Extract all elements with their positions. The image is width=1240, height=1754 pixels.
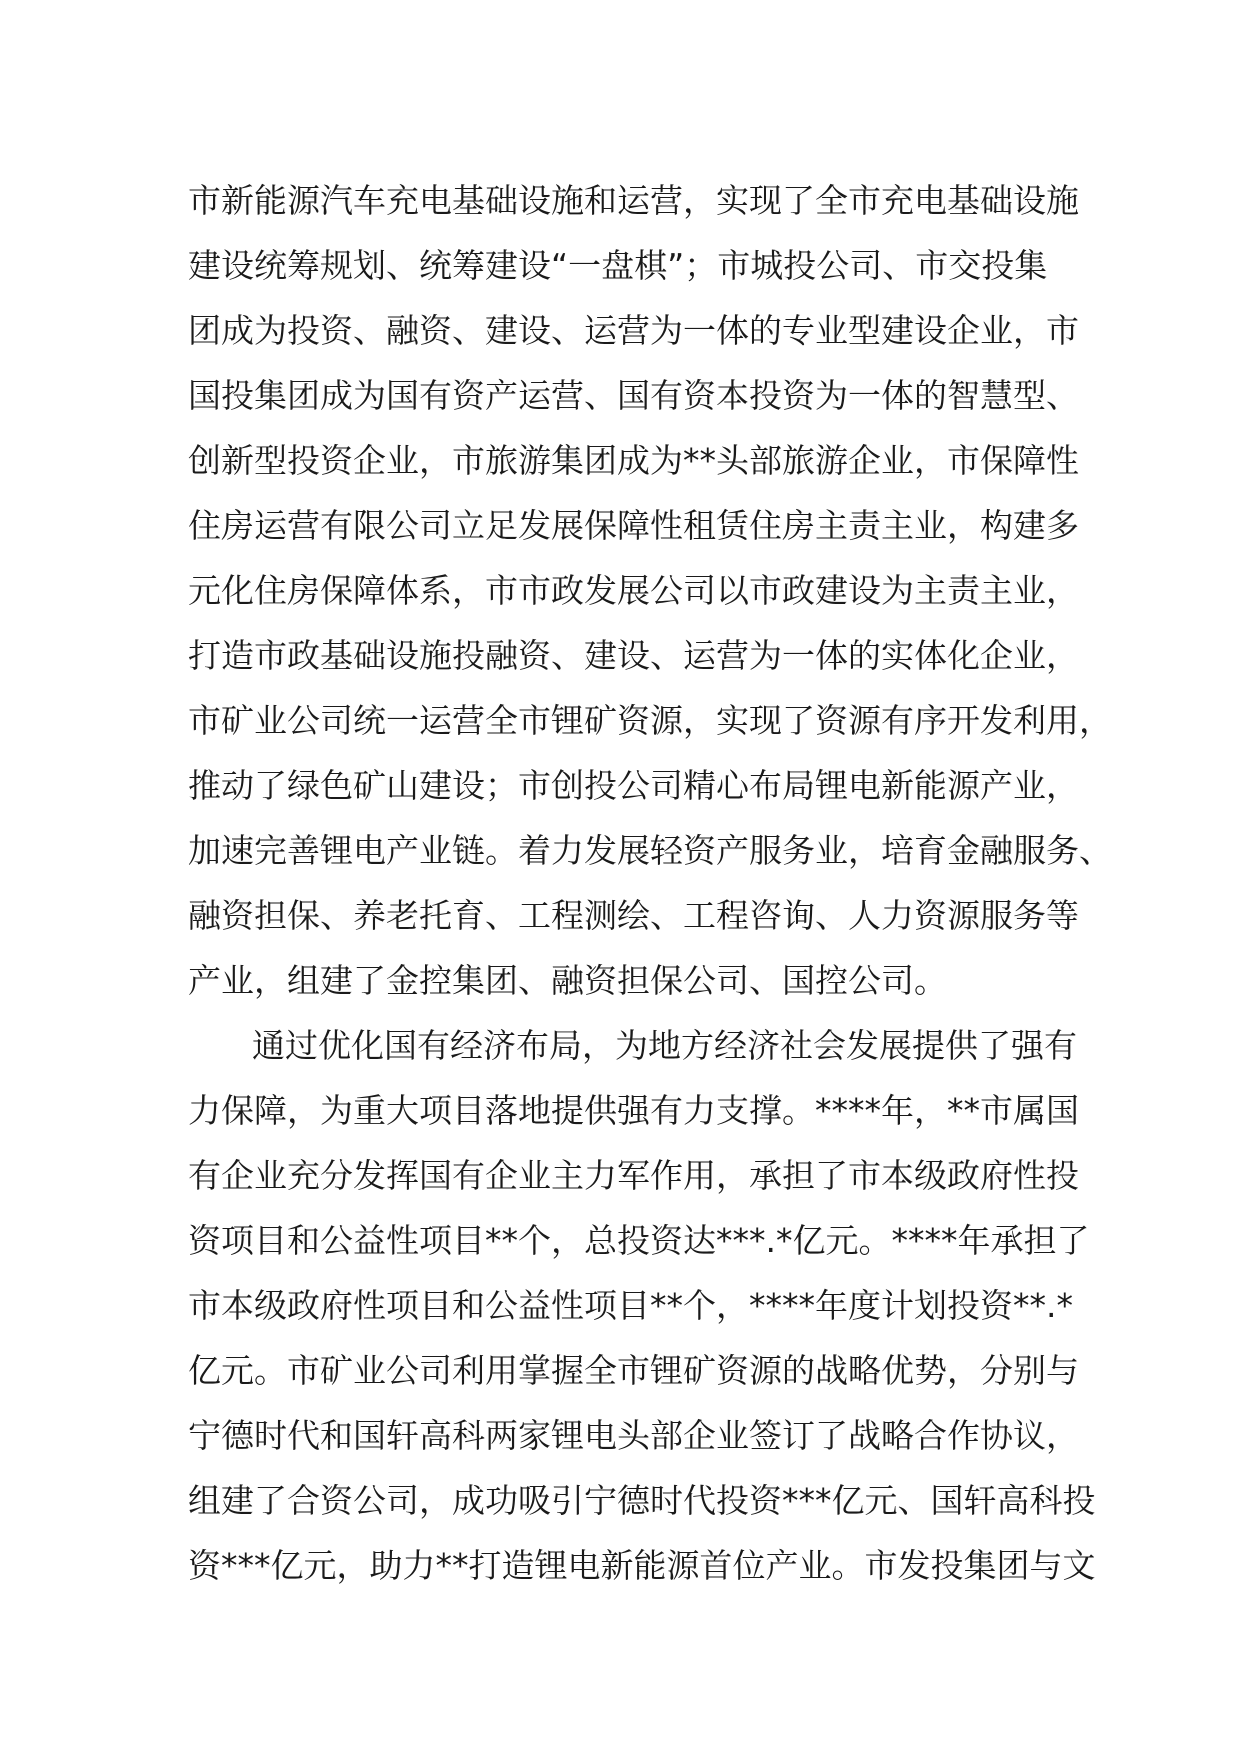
- text-line: 市新能源汽车充电基础设施和运营，实现了全市充电基础设施: [188, 181, 1079, 220]
- text-line: 住房运营有限公司立足发展保障性租赁住房主责主业，构建多: [188, 506, 1079, 545]
- text-line: 市本级政府性项目和公益性项目**个，****年度计划投资**.*: [188, 1286, 1073, 1325]
- text-line: 宁德时代和国轩高科两家锂电头部企业签订了战略合作协议，: [188, 1416, 1079, 1455]
- text-line: 亿元。市矿业公司利用掌握全市锂矿资源的战略优势，分别与: [188, 1351, 1079, 1390]
- text-line: 打造市政基础设施投融资、建设、运营为一体的实体化企业，: [188, 636, 1079, 675]
- text-line: 市矿业公司统一运营全市锂矿资源，实现了资源有序开发利用，: [188, 701, 1112, 740]
- body-text: [188, 168, 1112, 1598]
- text-line: 建设统筹规划、统筹建设“一盘棋”；市城投公司、市交投集: [188, 246, 1048, 285]
- text-line: 元化住房保障体系，市市政发展公司以市政建设为主责主业，: [188, 571, 1079, 610]
- text-line: 推动了绿色矿山建设；市创投公司精心布局锂电新能源产业，: [188, 766, 1079, 805]
- text-line: 资***亿元，助力**打造锂电新能源首位产业。市发投集团与文: [188, 1546, 1096, 1585]
- paragraph-first-line: 通过优化国有经济布局，为地方经济社会发展提供了强有: [252, 1026, 1077, 1065]
- text-line: 有企业充分发挥国有企业主力军作用，承担了市本级政府性投: [188, 1156, 1079, 1195]
- text-line: 创新型投资企业，市旅游集团成为**头部旅游企业，市保障性: [188, 441, 1079, 480]
- text-line: 组建了合资公司，成功吸引宁德时代投资***亿元、国轩高科投: [188, 1481, 1096, 1520]
- text-line: 融资担保、养老托育、工程测绘、工程咨询、人力资源服务等: [188, 896, 1079, 935]
- text-line: 力保障，为重大项目落地提供强有力支撑。****年，**市属国: [188, 1091, 1079, 1130]
- text-line: 产业，组建了金控集团、融资担保公司、国控公司。: [188, 961, 947, 1000]
- text-line: 团成为投资、融资、建设、运营为一体的专业型建设企业，市: [188, 311, 1079, 350]
- text-line: 加速完善锂电产业链。着力发展轻资产服务业，培育金融服务、: [188, 831, 1112, 870]
- text-line: 国投集团成为国有资产运营、国有资本投资为一体的智慧型、: [188, 376, 1079, 415]
- text-line: 资项目和公益性项目**个，总投资达***.*亿元。****年承担了: [188, 1221, 1090, 1260]
